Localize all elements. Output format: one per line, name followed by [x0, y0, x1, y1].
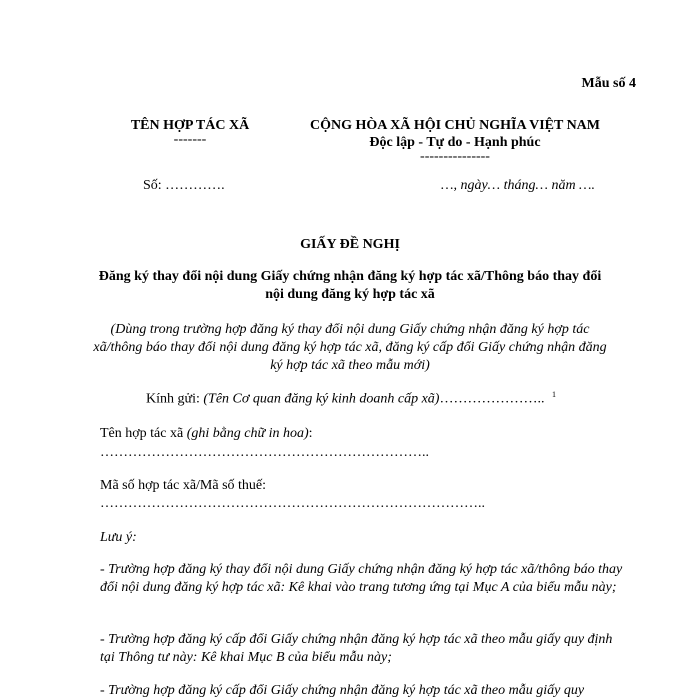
coop-name-field: [100, 425, 313, 443]
note-heading: Lưu ý:: [100, 530, 137, 545]
note-item: - Trường hợp đăng ký thay đổi nội dung Giấy chứng nhận đăng ký hợp tác xã/thông báo thay đổi nội dung đăng ký hợp tác xã: Kê khai vào trang tương ứng tại Mục A của biểu mẫu này;: [100, 562, 623, 595]
footnote-marker: 1: [551, 390, 556, 399]
addressee-dots: …………………..: [439, 391, 545, 407]
document-title: GIẤY ĐỀ NGHỊ: [300, 237, 400, 252]
coop-name-dots: ……………………………………………………………..: [100, 445, 429, 460]
motto-divider: ---------------: [420, 149, 490, 164]
org-divider: -------: [173, 132, 207, 147]
country-name: CỘNG HÒA XÃ HỘI CHỦ NGHĨA VIỆT NAM: [309, 118, 600, 133]
document-number: Số: ………….: [143, 178, 225, 193]
note-item: - Trường hợp đăng ký cấp đổi Giấy chứng nhận đăng ký hợp tác xã theo mẫu giấy quy định tại Thông tư này: Kê khai Mục B của biểu mẫu này;: [100, 632, 613, 665]
note-item: - Trường hợp đăng ký cấp đổi Giấy chứng nhận đăng ký hợp tác xã theo mẫu giấy quy: [100, 683, 585, 698]
tax-code-dots: ………………………………………………………………………..: [100, 496, 485, 511]
addressee-label: Kính gửi:: [146, 391, 204, 407]
form-number: Mẫu số 4: [581, 76, 636, 91]
motto: Độc lập - Tự do - Hạnh phúc: [369, 135, 541, 150]
date-line: …, ngày… tháng… năm ….: [441, 178, 596, 193]
usage-note: (Dùng trong trường hợp đăng ký thay đổi nội dung Giấy chứng nhận đăng ký hợp tác xã/thông báo thay đổi nội dung đăng ký hợp tác xã, đăng ký cấp đổi Giấy chứng nhận đăng ký hợp tác xã theo mẫu mới): [93, 322, 607, 373]
org-name: TÊN HỢP TÁC XÃ: [130, 118, 250, 133]
tax-code-label: Mã số hợp tác xã/Mã số thuế:: [100, 478, 267, 493]
addressee-value: (Tên Cơ quan đăng ký kinh doanh cấp xã): [203, 391, 440, 407]
coop-name-hint: (ghi bằng chữ in hoa): [186, 426, 309, 441]
coop-name-label: Tên hợp tác xã: [100, 426, 187, 441]
document-subtitle: Đăng ký thay đổi nội dung Giấy chứng nhận đăng ký hợp tác xã/Thông báo thay đổi nội dung đăng ký hợp tác xã: [98, 269, 602, 302]
coop-name-colon: :: [308, 426, 313, 441]
addressee-line: [146, 390, 556, 409]
